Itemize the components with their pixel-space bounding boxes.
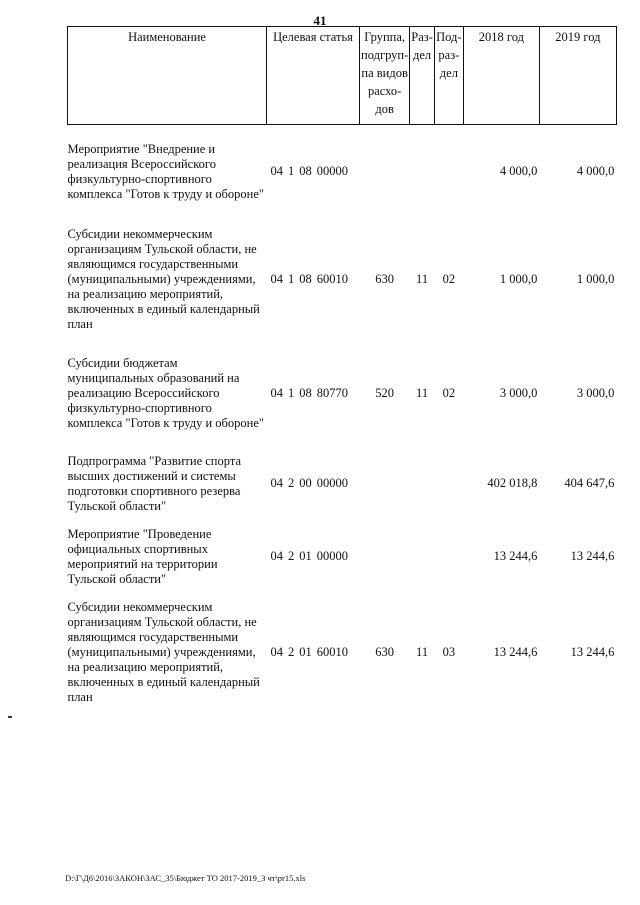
row-section: 11 <box>416 272 429 286</box>
row-2019: 1 000,0 <box>576 272 615 286</box>
row-name: Мероприятие "Проведение официальных спортивных мероприятий на территории Тульской области" <box>67 526 218 586</box>
row-code <box>267 219 360 341</box>
table-row <box>68 447 617 521</box>
table-row <box>68 125 617 219</box>
row-name: Подпрограмма "Развитие спорта высших достижений и системы подготовки спортивного резерва Тульской области" <box>67 453 241 513</box>
header-name: Наименование <box>68 27 267 125</box>
row-code <box>267 125 360 219</box>
code-part: 00000 <box>316 476 348 490</box>
row-subsection <box>434 125 463 219</box>
code-part: 04 <box>270 272 283 286</box>
table-header <box>68 27 617 125</box>
file-path-footer: D:\Г\Д6\2016\ЗАКОН\ЗАС_35\Бюджет ТО 2017-2019_3 чт\pr15.xls <box>65 873 306 883</box>
code-part: 08 <box>299 386 312 400</box>
header-2018: 2018 год <box>463 27 539 125</box>
margin-mark <box>8 716 12 718</box>
code-part: 04 <box>270 549 283 563</box>
row-group: 630 <box>375 645 394 659</box>
code-part: 2 <box>288 645 295 659</box>
code-part: 00000 <box>316 164 348 179</box>
code-part: 2 <box>288 476 295 490</box>
code-part: 1 <box>288 164 295 179</box>
code-part: 04 <box>270 645 283 659</box>
row-2019: 13 244,6 <box>570 549 615 563</box>
header-code: Целевая статья <box>267 27 360 125</box>
row-section <box>410 125 435 219</box>
code-part: 2 <box>288 549 295 563</box>
row-section: 11 <box>416 645 429 659</box>
row-subsection: 02 <box>442 272 456 286</box>
row-2018: 13 244,6 <box>493 645 538 659</box>
table-row <box>68 219 617 341</box>
code-part: 00000 <box>316 549 348 563</box>
row-section <box>410 447 435 521</box>
code-part: 1 <box>288 386 295 400</box>
budget-table <box>67 26 617 713</box>
row-2018: 402 018,8 <box>487 476 538 490</box>
row-2019: 4 000,0 <box>576 164 615 179</box>
header-section: Раз-дел <box>410 27 435 125</box>
header-2019: 2019 год <box>539 27 616 125</box>
code-part: 1 <box>288 272 295 286</box>
row-2018: 1 000,0 <box>499 272 538 286</box>
row-2018: 13 244,6 <box>493 549 538 563</box>
row-name: Субсидии некоммерческим организациям Тульской области, не являющимся государственными (муниципальными) учреждениями, на реализацию мероприятий, включенных в единый календарный план <box>67 600 260 704</box>
table-body <box>68 125 617 713</box>
page-number: 41 <box>313 13 327 28</box>
row-section: 11 <box>416 386 429 400</box>
code-part: 08 <box>299 164 312 179</box>
row-group <box>360 447 410 521</box>
row-name: Субсидии бюджетам муниципальных образований на реализацию Всероссийского физкультурно-спортивного комплекса "Готов к труду и обороне" <box>67 356 264 430</box>
code-part: 04 <box>270 386 283 400</box>
code-part: 08 <box>299 272 312 286</box>
row-group <box>360 521 410 593</box>
row-2019: 404 647,6 <box>564 476 615 490</box>
row-section <box>410 521 435 593</box>
row-2018: 4 000,0 <box>499 164 538 179</box>
row-name: Мероприятие "Внедрение и реализация Всероссийского физкультурно-спортивного комплекса "Готов к труду и обороне" <box>67 141 264 201</box>
header-subsection: Под-раз-дел <box>434 27 463 125</box>
row-2019: 3 000,0 <box>576 386 615 400</box>
table-row <box>68 593 617 713</box>
code-part: 01 <box>299 549 312 563</box>
table-row <box>68 341 617 447</box>
row-name: Субсидии некоммерческим организациям Тульской области, не являющимся государственными (муниципальными) учреждениями, на реализацию мероприятий, включенных в единый календарный план <box>67 227 260 331</box>
row-group: 520 <box>375 386 394 400</box>
row-2018: 3 000,0 <box>499 386 538 400</box>
row-code <box>267 447 360 521</box>
row-code <box>267 593 360 713</box>
row-subsection: 02 <box>442 386 456 400</box>
row-subsection <box>434 447 463 521</box>
code-part: 60010 <box>316 645 348 659</box>
code-part: 00 <box>299 476 312 490</box>
row-code <box>267 341 360 447</box>
row-group: 630 <box>375 272 394 286</box>
table-row <box>68 521 617 593</box>
code-part: 04 <box>270 476 283 490</box>
row-group <box>360 125 410 219</box>
row-code <box>267 521 360 593</box>
row-subsection <box>434 521 463 593</box>
code-part: 80770 <box>316 386 348 400</box>
row-2019: 13 244,6 <box>570 645 615 659</box>
code-part: 60010 <box>316 272 348 286</box>
header-group: Группа, подгруп-па видов расхо-дов <box>360 27 410 125</box>
code-part: 04 <box>270 164 283 179</box>
row-subsection: 03 <box>442 645 456 659</box>
code-part: 01 <box>299 645 312 659</box>
